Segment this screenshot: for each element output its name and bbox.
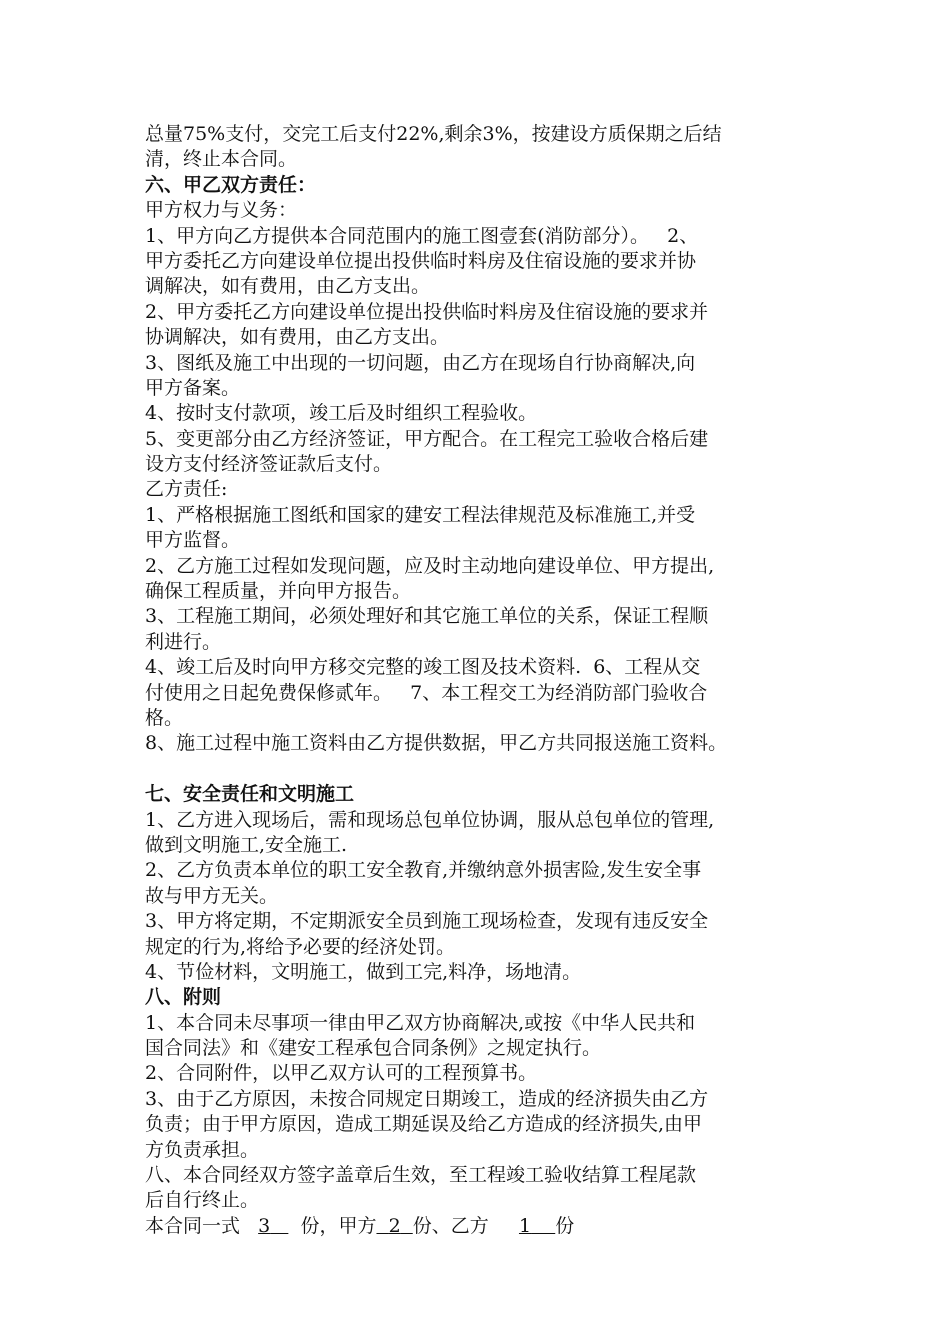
copies-total-field: 3 [258, 1214, 271, 1237]
text-line: 格。 [145, 706, 184, 729]
text-line: 利进行。 [145, 630, 222, 653]
copies-suffix: 份 [555, 1214, 575, 1237]
text-line: 4、竣工后及时向甲方移交完整的竣工图及技术资料. 6、工程从交 [145, 656, 701, 679]
text-line: 4、按时支付款项，竣工后及时组织工程验收。 [145, 402, 538, 425]
text-line: 故与甲方无关。 [145, 884, 279, 907]
text-line: 甲方备案。 [145, 376, 241, 399]
copies-prefix: 本合同一式 [145, 1214, 241, 1237]
text-line: 5、变更部分由乙方经济签证，甲方配合。在工程完工验收合格后建 [145, 427, 709, 450]
text-line: 总量75%支付，交完工后支付22%,剩余3%，按建设方质保期之后结 [145, 123, 722, 145]
copies-mid1: 份，甲方 [300, 1214, 377, 1237]
copies-party-a-field: 2 [388, 1214, 401, 1237]
text-line [145, 757, 825, 782]
text-line: 协调解决，如有费用，由乙方支出。 [145, 326, 450, 349]
text-line: 1、乙方进入现场后，需和现场总包单位协调，服从总包单位的管理, [145, 808, 715, 831]
text-line: 方负责承担。 [145, 1138, 260, 1161]
copies-party-b-field: 1 [518, 1214, 532, 1237]
text-line: 做到文明施工,安全施工. [145, 833, 348, 856]
text-line: 3、由于乙方原因，未按合同规定日期竣工，造成的经济损失由乙方 [145, 1087, 709, 1110]
text-line: 1、本合同未尽事项一律由甲乙双方协商解决,或按《中华人民共和 [145, 1011, 696, 1034]
text-line: 清，终止本合同。 [145, 148, 298, 171]
text-line: 乙方责任: [145, 478, 228, 501]
text-line: 规定的行为,将给予必要的经济处罚。 [145, 935, 456, 958]
text-line: 3、甲方将定期，不定期派安全员到施工现场检查，发现有违反安全 [145, 910, 709, 933]
text-line: 甲方监督。 [145, 529, 241, 552]
text-line: 确保工程质量，并向甲方报告。 [145, 580, 412, 603]
text-line: 甲方权力与义务： [145, 199, 298, 222]
contract-page [145, 122, 825, 1239]
text-line: 1、甲方向乙方提供本合同范围内的施工图壹套(消防部分）。 2、 [145, 224, 699, 247]
copies-line [145, 1214, 825, 1239]
section-heading: 七、安全责任和文明施工 [145, 783, 355, 806]
copies-mid2: 份、乙方 [412, 1214, 489, 1237]
text-line: 甲方委托乙方向建设单位提出投供临时料房及住宿设施的要求并协 [145, 249, 697, 272]
text-line: 3、图纸及施工中出现的一切问题，由乙方在现场自行协商解决,向 [145, 351, 696, 374]
text-line: 国合同法》和《建安工程承包合同条例》之规定执行。 [145, 1037, 602, 1060]
text-line: 2、合同附件，以甲乙双方认可的工程预算书。 [145, 1062, 538, 1085]
text-line: 后自行终止。 [145, 1189, 260, 1212]
text-line: 3、工程施工期间，必须处理好和其它施工单位的关系，保证工程顺 [145, 605, 709, 628]
contract-body [145, 122, 825, 1214]
text-line: 调解决，如有费用，由乙方支出。 [145, 275, 431, 298]
text-line: 2、乙方负责本单位的职工安全教育,并缴纳意外损害险,发生安全事 [145, 859, 702, 882]
text-line: 付使用之日起免费保修贰年。 7、本工程交工为经消防部门验收合 [145, 681, 708, 704]
text-line: 1、严格根据施工图纸和国家的建安工程法律规范及标准施工,并受 [145, 503, 696, 526]
text-line: 8、施工过程中施工资料由乙方提供数据，甲乙方共同报送施工资料。 [145, 732, 728, 755]
text-line: 负责；由于甲方原因，造成工期延误及给乙方造成的经济损失,由甲 [145, 1113, 703, 1136]
text-line: 八、本合同经双方签字盖章后生效，至工程竣工验收结算工程尾款 [145, 1164, 697, 1187]
section-heading: 六、甲乙双方责任： [145, 173, 317, 196]
text-line: 设方支付经济签证款后支付。 [145, 453, 393, 476]
section-heading: 八、附则 [145, 986, 222, 1009]
text-line: 2、甲方委托乙方向建设单位提出投供临时料房及住宿设施的要求并 [145, 300, 709, 323]
text-line: 2、乙方施工过程如发现问题，应及时主动地向建设单位、甲方提出, [145, 554, 715, 577]
text-line: 4、节俭材料，文明施工，做到工完,料净，场地清。 [145, 960, 582, 983]
